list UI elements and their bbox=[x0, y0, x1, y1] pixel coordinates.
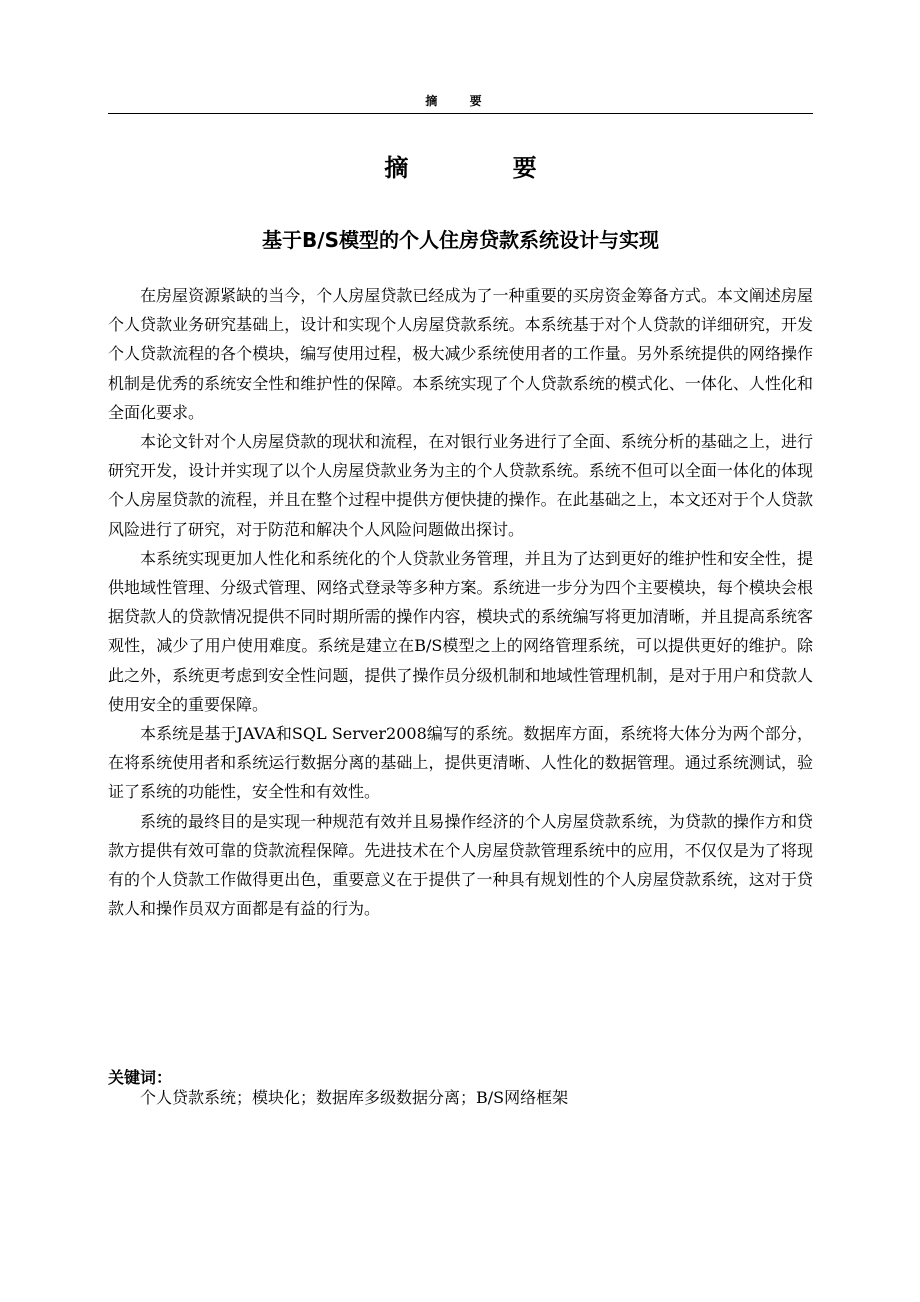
abstract-paragraph-3: 本系统实现更加人性化和系统化的个人贷款业务管理，并且为了达到更好的维护性和安全性，提供地域性管理、分级式管理、网络式登录等多种方案。系统进一步分为四个主要模块，每个模块会根据贷款人的贷款情况提供不同时期所需的操作内容，模块式的系统编写将更加清晰，并且提高系统客观性，减少了用户使用难度。系统是建立在B/S模型之上的网络管理系统，可以提供更好的维护。除此之外，系统更考虑到安全性问题，提供了操作员分级机制和地域性管理机制，是对于用户和贷款人使用安全的重要保障。 bbox=[108, 548, 813, 714]
keywords-list: 个人贷款系统；模块化；数据库多级数据分离；B/S网络框架 bbox=[140, 1088, 569, 1107]
abstract-body bbox=[108, 281, 813, 923]
abstract-paragraph-4: 本系统是基于JAVA和SQL Server2008编写的系统。数据库方面，系统将大体分为两个部分，在将系统使用者和系统运行数据分离的基础上，提供更清晰、人性化的数据管理。通过系统测试，验证了系统的功能性，安全性和有效性。 bbox=[108, 724, 813, 802]
abstract-paragraph-5: 系统的最终目的是实现一种规范有效并且易操作经济的个人房屋贷款系统，为贷款的操作方和贷款方提供有效可靠的贷款流程保障。先进技术在个人房屋贷款管理系统中的应用，不仅仅是为了将现有的个人贷款工作做得更出色，重要意义在于提供了一种具有规划性的个人房屋贷款系统，这对于贷款人和操作员双方面都是有益的行为。 bbox=[108, 811, 813, 919]
abstract-paragraph-2: 本论文针对个人房屋贷款的现状和流程，在对银行业务进行了全面、系统分析的基础之上，进行研究开发，设计并实现了以个人房屋贷款业务为主的个人贷款系统。系统不但可以全面一体化的体现个人房屋贷款的流程，并且在整个过程中提供方便快捷的操作。在此基础之上，本文还对于个人贷款风险进行了研究，对于防范和解决个人风险问题做出探讨。 bbox=[108, 432, 813, 539]
abstract-paragraph-1: 在房屋资源紧缺的当今，个人房屋贷款已经成为了一种重要的买房资金筹备方式。本文阐述房屋个人贷款业务研究基础上，设计和实现个人房屋贷款系统。本系统基于对个人贷款的详细研究，开发个人贷款流程的各个模块，编写使用过程，极大减少系统使用者的工作量。另外系统提供的网络操作机制是优秀的系统安全性和维护性的保障。本系统实现了个人贷款系统的模式化、一体化、人性化和全面化要求。 bbox=[108, 286, 813, 422]
running-header: 摘 要 bbox=[425, 94, 496, 108]
keywords-label: 关键词： bbox=[108, 1068, 173, 1087]
abstract-heading: 摘 要 bbox=[384, 153, 585, 182]
header-rule bbox=[108, 113, 813, 114]
paper-title: 基于B/S模型的个人住房贷款系统设计与实现 bbox=[262, 228, 659, 252]
